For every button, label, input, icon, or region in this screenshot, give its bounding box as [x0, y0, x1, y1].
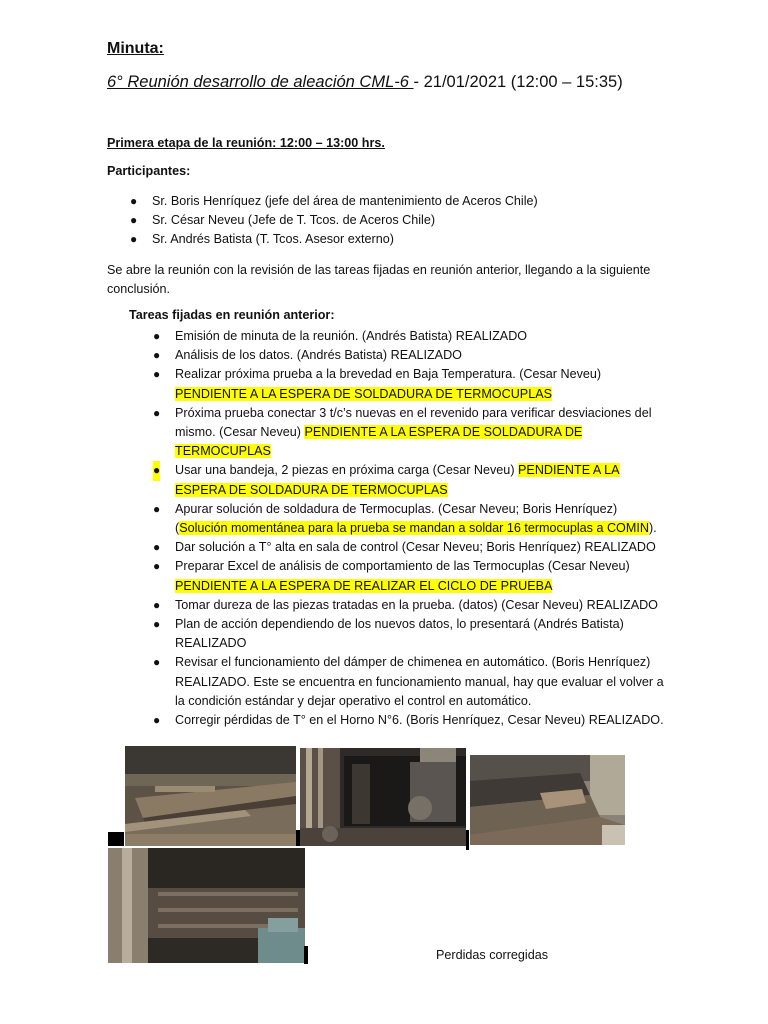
- bullet-icon: ●: [153, 617, 161, 632]
- task-item: [153, 538, 665, 557]
- meeting-date: 21/01/2021 (12:00 – 15:35): [423, 73, 623, 91]
- participants-title: Participantes:: [107, 164, 191, 178]
- task-text: Emisión de minuta de la reunión. (Andrés Batista) REALIZADO: [175, 329, 528, 343]
- task-status-highlight: PENDIENTE A LA ESPERA DE SOLDADURA DE TERMOCUPLAS: [175, 386, 552, 401]
- task-text: Dar solución a T° alta en sala de control (Cesar Neveu; Boris Henríquez) REALIZADO: [175, 540, 656, 555]
- participant-text: Sr. Andrés Batista (T. Tcos. Asesor externo): [152, 232, 394, 247]
- minuta-heading: Minuta:: [107, 40, 164, 57]
- participant-text: Sr. Boris Henríquez (jefe del área de mantenimiento de Aceros Chile): [152, 194, 538, 208]
- task-text: Próxima prueba conectar 3 t/c’s nuevas en el revenido para verificar desviaciones del mismo. (Cesar Neveu): [175, 405, 652, 440]
- task-item: [153, 615, 665, 653]
- tasks-title: Tareas fijadas en reunión anterior:: [129, 308, 335, 322]
- bullet-icon: ●: [153, 559, 161, 574]
- scan-artifact: [108, 832, 124, 846]
- scan-artifact: [296, 830, 300, 846]
- bullet-icon: ●: [153, 597, 161, 612]
- bullet-icon: ●: [130, 232, 138, 247]
- task-item: [153, 711, 665, 730]
- intro-paragraph: Se abre la reunión con la revisión de las tareas fijadas en reunión anterior, llegando a la siguiente conclusión.: [107, 263, 651, 297]
- task-tail: ).: [648, 521, 657, 536]
- photo-tray-parts: [470, 755, 625, 845]
- task-text: Realizar próxima prueba a la brevedad en Baja Temperatura. (Cesar Neveu): [175, 367, 602, 382]
- participant-item: [130, 211, 712, 230]
- task-item: [153, 653, 665, 711]
- task-text: Preparar Excel de análisis de comportamiento de las Termocuplas (Cesar Neveu): [175, 559, 630, 574]
- meeting-subtitle: [107, 73, 623, 92]
- task-item: [153, 365, 665, 403]
- participants-list: [130, 192, 712, 250]
- task-item: [153, 404, 665, 462]
- participant-item: [130, 230, 712, 249]
- bullet-icon: ●: [153, 461, 160, 480]
- photo-steel-beams: [125, 746, 296, 846]
- bullet-icon: ●: [130, 194, 138, 208]
- bullet-icon: ●: [153, 348, 161, 363]
- task-text: Revisar el funcionamiento del dámper de chimenea en automático. (Boris Henríquez) REALIZADO. Este se encuentra en funcionamiento manual, hay que evaluar el volver a la condición estándar y dejar operativo el control en automático.: [175, 655, 664, 708]
- task-text: Plan de acción dependiendo de los nuevos datos, lo presentará (Andrés Batista) REALIZADO: [175, 617, 624, 651]
- task-item: [153, 557, 665, 595]
- task-item: [153, 461, 665, 499]
- task-item: [153, 327, 665, 346]
- task-status-highlight: PENDIENTE A LA ESPERA DE REALIZAR EL CICLO DE PRUEBA: [175, 578, 553, 593]
- tasks-list: [153, 327, 665, 730]
- subtitle-separator: -: [413, 73, 424, 91]
- scan-artifact: [466, 830, 469, 850]
- photo-furnace-door: [300, 748, 466, 846]
- task-text: Análisis de los datos. (Andrés Batista) REALIZADO: [175, 348, 462, 363]
- stage-title: Primera etapa de la reunión: 12:00 – 13:00 hrs.: [107, 136, 385, 150]
- bullet-icon: ●: [153, 367, 161, 382]
- bullet-icon: ●: [153, 329, 161, 343]
- bullet-icon: ●: [130, 213, 138, 228]
- task-status-highlight: PENDIENTE A LA ESPERA DE SOLDADURA DE TERMOCUPLAS: [175, 425, 583, 459]
- task-text: Apurar solución de soldadura de Termocuplas. (Cesar Neveu; Boris Henríquez) (: [175, 501, 618, 536]
- task-item: [153, 346, 665, 365]
- participant-text: Sr. César Neveu (Jefe de T. Tcos. de Aceros Chile): [152, 213, 436, 228]
- bullet-icon: ●: [153, 540, 161, 555]
- participant-item: [130, 192, 712, 211]
- bullet-icon: ●: [153, 405, 161, 420]
- task-text: Usar una bandeja, 2 piezas en próxima carga (Cesar Neveu): [175, 463, 519, 478]
- photo-furnace-interior: [108, 848, 305, 963]
- task-text: Tomar dureza de las piezas tratadas en la prueba. (datos) (Cesar Neveu) REALIZADO: [175, 597, 658, 612]
- photo-caption: Perdidas corregidas: [436, 948, 549, 962]
- meeting-name: 6° Reunión desarrollo de aleación CML-6: [107, 73, 414, 91]
- scan-artifact: [304, 946, 308, 964]
- bullet-icon: ●: [153, 713, 161, 728]
- task-text: Corregir pérdidas de T° en el Horno N°6. (Boris Henríquez, Cesar Neveu) REALIZADO.: [175, 713, 664, 728]
- bullet-icon: ●: [153, 501, 161, 516]
- task-item: [153, 596, 665, 615]
- task-item: [153, 500, 665, 538]
- task-status-highlight: PENDIENTE A LA ESPERA DE SOLDADURA DE TERMOCUPLAS: [175, 463, 620, 497]
- bullet-icon: ●: [153, 655, 161, 670]
- task-status-highlight: Solución momentánea para la prueba se mandan a soldar 16 termocuplas a COMIN: [179, 521, 649, 536]
